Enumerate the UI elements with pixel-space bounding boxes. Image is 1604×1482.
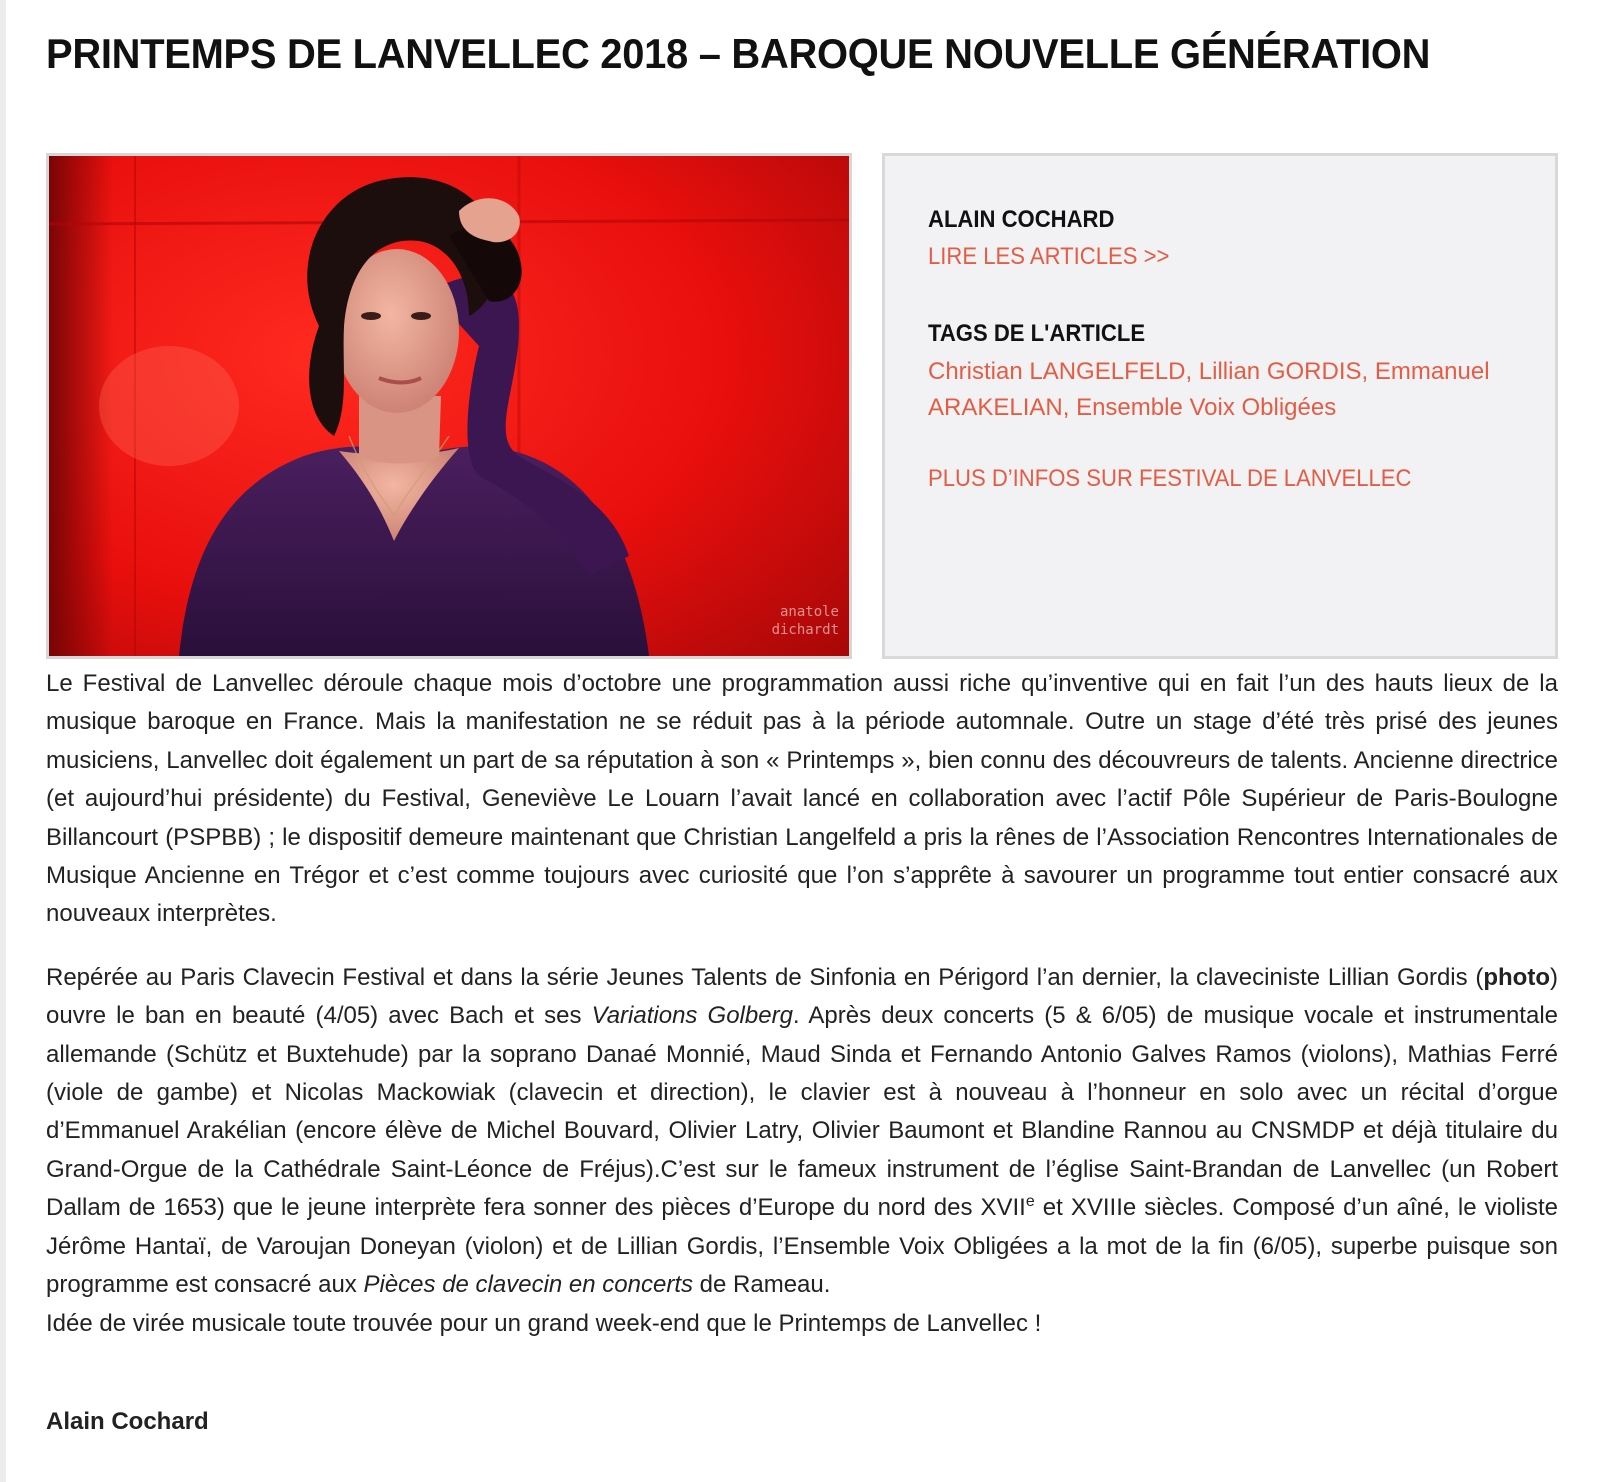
tag-link[interactable]: Lillian GORDIS: [1198, 358, 1362, 385]
article-signature: Alain Cochard: [46, 1408, 209, 1435]
tag-link[interactable]: Christian LANGELFELD: [928, 358, 1186, 385]
paragraph-text: et XVIIIe siècles. Composé d’un aîné, le violiste Jérôme Hantaï, de Varoujan Doneyan (violon) et de Lillian Gordis, l’Ensemble Voix Obligées a la mot de la fin (6/05), superbe puisque son programme est consacré aux: [46, 1194, 1559, 1299]
superscript: e: [1025, 1193, 1035, 1211]
author-articles-link[interactable]: LIRE LES ARTICLES >>: [928, 243, 1170, 270]
paragraph-text: Repérée au Paris Clavecin Festival et dans la série Jeunes Talents de Sinfonia en Périgord l’an dernier, la claveciniste Lillian Gordis (: [46, 963, 1484, 991]
author-name: ALAIN COCHARD: [928, 206, 1115, 233]
photo-credit-line1: anatole: [779, 604, 839, 620]
page-left-border: [0, 0, 6, 1482]
paragraph-closing: Idée de virée musicale toute trouvée pour un grand week-end que le Printemps de Lanvellec !: [46, 1309, 1042, 1337]
paragraph-text: . Après deux concerts (5 & 6/05) de musique vocale et instrumentale allemande (Schütz et Buxtehude) par la soprano Danaé Monnié, Maud Sinda et Fernando Antonio Galves Ramos (violons), Mathias Ferré (viole de gambe) et Nicolas Mackowiak (clavecin et direction), le clavier est à nouveau à l’honneur en solo avec un récital d’orgue d’Emmanuel Arakélian (encore élève de Michel Bouvard, Olivier Latry, Olivier Baumont et Blandine Rannou au CNSMDP et déjà titulaire du Grand-Orgue de la Cathédrale Saint-Léonce de Fréjus).C’est sur le fameux instrument de l’église Saint-Brandan de Lanvellec (un Robert Dallam de 1653) que le jeune interprète fera sonner des pièces d’Europe du nord des XVII: [46, 1002, 1559, 1222]
article-title: PRINTEMPS DE LANVELLEC 2018 – BAROQUE NOUVELLE GÉNÉRATION: [46, 30, 1431, 77]
work-title: Pièces de clavecin en concerts: [363, 1271, 693, 1299]
paragraph-text: ) ouvre le ban en beauté (4/05) avec Bach et ses: [46, 963, 1558, 1030]
article-info-box: [882, 153, 1558, 659]
tags-list: Christian LANGELFELD, Lillian GORDIS, Emmanuel ARAKELIAN, Ensemble Voix Obligées: [928, 358, 1490, 421]
article-photo-image: [49, 156, 849, 656]
article-photo: [46, 153, 852, 659]
tags-heading: TAGS DE L'ARTICLE: [928, 320, 1146, 347]
paragraph-intro: Le Festival de Lanvellec déroule chaque mois d’octobre une programmation aussi riche qu’inventive qui en fait l’un des hauts lieux de la musique baroque en France. Mais la manifestation ne se réduit pas à la période automnale. Outre un stage d’été très prisé des jeunes musiciens, Lanvellec doit également un part de sa réputation à son « Printemps », bien connu des découvreurs de talents. Ancienne directrice (et aujourd’hui présidente) du Festival, Geneviève Le Louarn l’avait lancé en collaboration avec l’actif Pôle Supérieur de Paris-Boulogne Billancourt (PSPBB) ; le dispositif demeure maintenant que Christian Langelfeld a pris la rênes de l’Association Rencontres Internationales de Musique Ancienne en Trégor et c’est comme toujours avec curiosité que l’on s’apprête à savourer un programme tout entier consacré aux nouveaux interprètes.: [46, 670, 1558, 928]
article-body: [46, 665, 1558, 1368]
photo-reference: photo: [1483, 963, 1550, 991]
tag-link[interactable]: Ensemble Voix Obligées: [1076, 394, 1337, 421]
tag-link[interactable]: Emmanuel ARAKELIAN: [928, 358, 1490, 421]
work-title: Variations Golberg: [591, 1002, 793, 1030]
paragraph-program: [46, 959, 1558, 1343]
festival-info-link[interactable]: PLUS D’INFOS SUR FESTIVAL DE LANVELLEC: [928, 465, 1412, 492]
paragraph-text: de Rameau.: [693, 1271, 831, 1299]
photo-credit-line2: dichardt: [771, 622, 839, 638]
